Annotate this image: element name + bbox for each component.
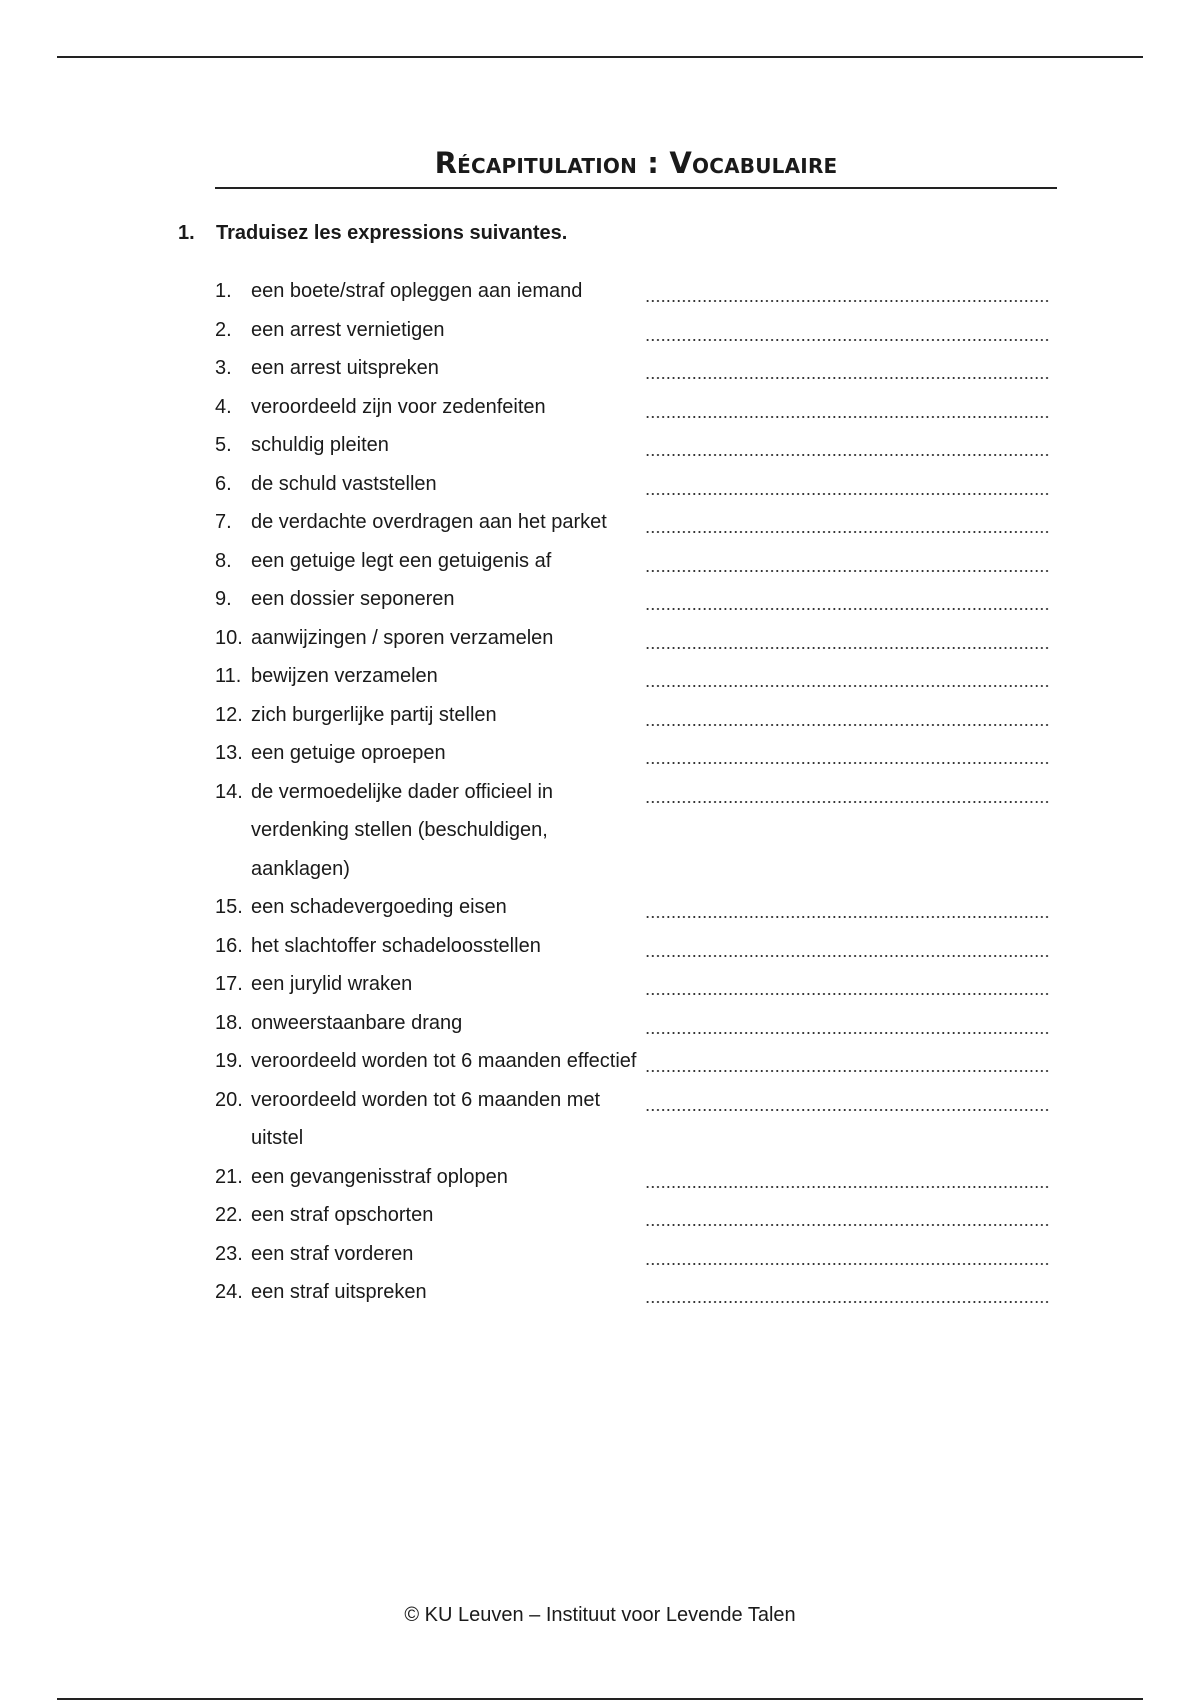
answer-blank[interactable] [645, 1196, 1049, 1235]
item-expression: onweerstaanbare drang [251, 1011, 463, 1034]
item-number: 7. [215, 511, 232, 533]
item-expression: een boete/straf opleggen aan iemand [251, 280, 583, 302]
item-number: 9. [215, 588, 232, 610]
list-item [215, 1273, 1045, 1312]
answer-blank[interactable] [645, 773, 1049, 812]
list-item [215, 696, 1045, 735]
list-item [215, 465, 1045, 504]
list-item [215, 426, 1045, 465]
item-number: 1. [215, 280, 232, 302]
list-item [215, 311, 1045, 350]
item-expression: de verdachte overdragen aan het parket [251, 511, 607, 533]
list-item [215, 272, 1045, 311]
item-expression: schuldig pleiten [251, 434, 389, 456]
answer-blank[interactable] [645, 888, 1049, 927]
answer-blank[interactable] [645, 965, 1049, 1004]
item-expression: een arrest vernietigen [251, 318, 445, 341]
item-expression: aanwijzingen / sporen verzamelen [251, 626, 554, 649]
item-expression: veroordeeld worden tot 6 maanden met uitstel [251, 1088, 601, 1149]
list-item [215, 542, 1045, 581]
item-number: 6. [215, 472, 232, 495]
item-expression: veroordeeld zijn voor zedenfeiten [251, 395, 546, 418]
item-number: 4. [215, 395, 232, 418]
list-item [215, 927, 1045, 966]
item-expression: een straf opschorten [251, 1204, 434, 1226]
list-item [215, 1235, 1045, 1274]
list-item [215, 1196, 1045, 1235]
answer-blank[interactable] [645, 696, 1049, 735]
item-number: 22. [215, 1204, 243, 1226]
list-item [215, 773, 1045, 889]
top-rule [57, 56, 1143, 58]
answer-blank[interactable] [645, 1042, 1049, 1081]
item-number: 10. [215, 626, 243, 649]
item-number: 12. [215, 703, 243, 726]
list-item [215, 503, 1045, 542]
item-number: 17. [215, 973, 243, 995]
item-expression: de schuld vaststellen [251, 472, 437, 495]
item-number: 19. [215, 1050, 243, 1072]
item-expression: het slachtoffer schadeloosstellen [251, 934, 541, 957]
item-number: 18. [215, 1011, 243, 1034]
item-number: 23. [215, 1242, 243, 1265]
item-expression: een getuige legt een getuigenis af [251, 549, 552, 572]
item-expression: veroordeeld worden tot 6 maanden effectief [251, 1050, 637, 1072]
title-block [215, 143, 1057, 189]
answer-blank[interactable] [645, 272, 1049, 311]
answer-blank[interactable] [645, 1235, 1049, 1274]
footer-copyright: © KU Leuven – Instituut voor Levende Talen [404, 1604, 796, 1626]
list-item [215, 619, 1045, 658]
item-number: 5. [215, 434, 232, 456]
item-number: 21. [215, 1165, 243, 1188]
list-item [215, 734, 1045, 773]
page-title: Récapitulation : Vocabulaire [434, 146, 838, 180]
item-number: 24. [215, 1281, 243, 1303]
item-expression: een arrest uitspreken [251, 357, 439, 379]
list-item [215, 580, 1045, 619]
exercise-number: 1. [178, 222, 195, 244]
list-item [215, 1081, 1045, 1158]
answer-blank[interactable] [645, 927, 1049, 966]
item-expression: een schadevergoeding eisen [251, 896, 507, 918]
answer-blank[interactable] [645, 426, 1049, 465]
item-expression: zich burgerlijke partij stellen [251, 703, 497, 726]
answer-blank[interactable] [645, 734, 1049, 773]
answer-blank[interactable] [645, 1158, 1049, 1197]
list-item [215, 1042, 1045, 1081]
answer-blank[interactable] [645, 503, 1049, 542]
item-number: 20. [215, 1088, 243, 1111]
exercise-heading [178, 218, 567, 248]
list-item [215, 1158, 1045, 1197]
list-item [215, 388, 1045, 427]
answer-blank[interactable] [645, 1004, 1049, 1043]
answer-blank[interactable] [645, 619, 1049, 658]
item-number: 11. [215, 665, 242, 687]
item-expression: een jurylid wraken [251, 973, 413, 995]
item-expression: een dossier seponeren [251, 588, 455, 610]
item-number: 16. [215, 934, 243, 957]
list-item [215, 349, 1045, 388]
item-expression: een straf uitspreken [251, 1281, 427, 1303]
answer-blank[interactable] [645, 349, 1049, 388]
item-expression: een getuige oproepen [251, 742, 446, 764]
answer-blank[interactable] [645, 657, 1049, 696]
answer-blank[interactable] [645, 1081, 1049, 1120]
answer-blank[interactable] [645, 388, 1049, 427]
list-item [215, 888, 1045, 927]
item-number: 8. [215, 549, 232, 572]
answer-blank[interactable] [645, 542, 1049, 581]
item-expression: een gevangenisstraf oplopen [251, 1165, 508, 1188]
item-expression: bewijzen verzamelen [251, 665, 438, 687]
list-item [215, 1004, 1045, 1043]
vocabulary-list [215, 272, 1045, 1312]
item-number: 13. [215, 742, 243, 764]
item-number: 14. [215, 780, 243, 803]
item-number: 15. [215, 896, 243, 918]
answer-blank[interactable] [645, 580, 1049, 619]
item-expression: een straf vorderen [251, 1242, 414, 1265]
list-item [215, 657, 1045, 696]
list-item [215, 965, 1045, 1004]
exercise-instruction: Traduisez les expressions suivantes. [216, 222, 568, 244]
item-number: 2. [215, 318, 232, 341]
answer-blank[interactable] [645, 311, 1049, 350]
answer-blank[interactable] [645, 465, 1049, 504]
answer-blank[interactable] [645, 1273, 1049, 1312]
item-expression: de vermoedelijke dader officieel in verdenking stellen (beschuldigen, aanklagen) [251, 780, 554, 880]
item-number: 3. [215, 357, 232, 379]
